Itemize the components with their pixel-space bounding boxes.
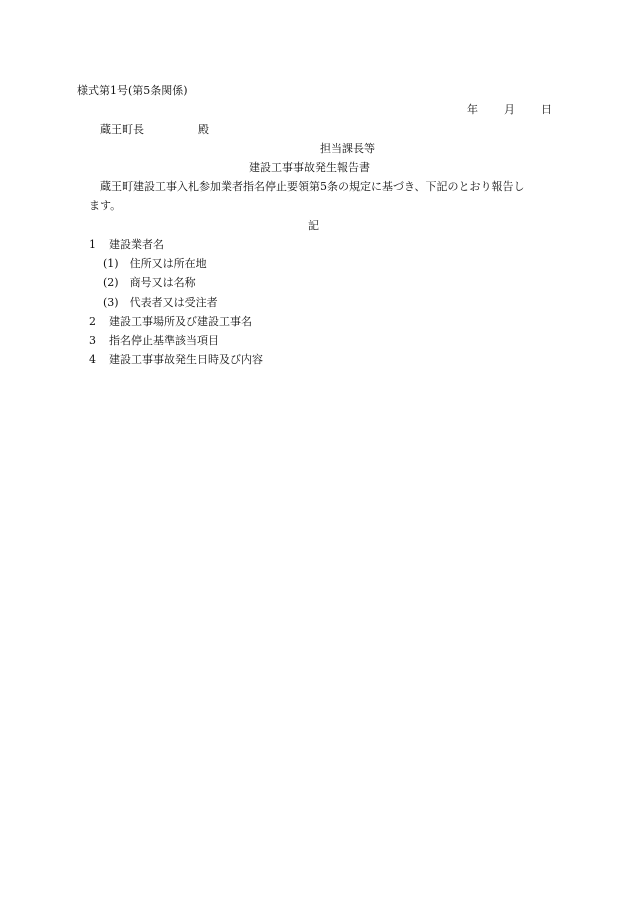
body-text-line-2: ます。 bbox=[89, 199, 122, 212]
list-item-text: 商号又は名称 bbox=[129, 276, 196, 289]
addressee-honorific: 殿 bbox=[198, 123, 209, 136]
date-year-label: 年 bbox=[467, 103, 478, 116]
list-item-3 bbox=[89, 334, 219, 348]
sender-title: 担当課長等 bbox=[320, 142, 375, 155]
list-item-number: (2) bbox=[103, 276, 119, 289]
list-item-1 bbox=[89, 238, 164, 252]
date-day-label: 日 bbox=[541, 103, 552, 116]
list-item-text: 建設工事事故発生日時及び内容 bbox=[109, 353, 263, 366]
list-item-text: 代表者又は受注者 bbox=[129, 296, 218, 309]
list-item-number: 2 bbox=[89, 315, 96, 328]
list-subitem-2 bbox=[103, 276, 196, 290]
list-subitem-3 bbox=[103, 296, 218, 310]
body-text-line-1: 蔵王町建設工事入札参加業者指名停止要領第5条の規定に基づき、下記のとおり報告し bbox=[100, 180, 525, 193]
date-line bbox=[467, 103, 552, 117]
list-item-2 bbox=[89, 315, 252, 329]
list-item-text: 建設工事場所及び建設工事名 bbox=[109, 315, 252, 328]
list-item-text: 指名停止基準該当項目 bbox=[109, 334, 219, 347]
date-month-label: 月 bbox=[504, 103, 515, 116]
list-item-text: 住所又は所在地 bbox=[129, 257, 207, 270]
document-title: 建設工事事故発生報告書 bbox=[249, 161, 370, 174]
addressee-line bbox=[100, 123, 209, 137]
list-item-number: (1) bbox=[103, 257, 119, 270]
addressee-name: 蔵王町長 bbox=[100, 123, 144, 136]
list-item-number: (3) bbox=[103, 296, 119, 309]
list-item-number: 1 bbox=[89, 238, 96, 251]
form-number: 様式第1号(第5条関係) bbox=[77, 84, 188, 97]
list-item-text: 建設業者名 bbox=[109, 238, 164, 251]
list-item-4 bbox=[89, 353, 263, 367]
ki-label: 記 bbox=[308, 219, 319, 232]
list-item-number: 3 bbox=[89, 334, 96, 347]
list-item-number: 4 bbox=[89, 353, 96, 366]
list-subitem-1 bbox=[103, 257, 207, 271]
